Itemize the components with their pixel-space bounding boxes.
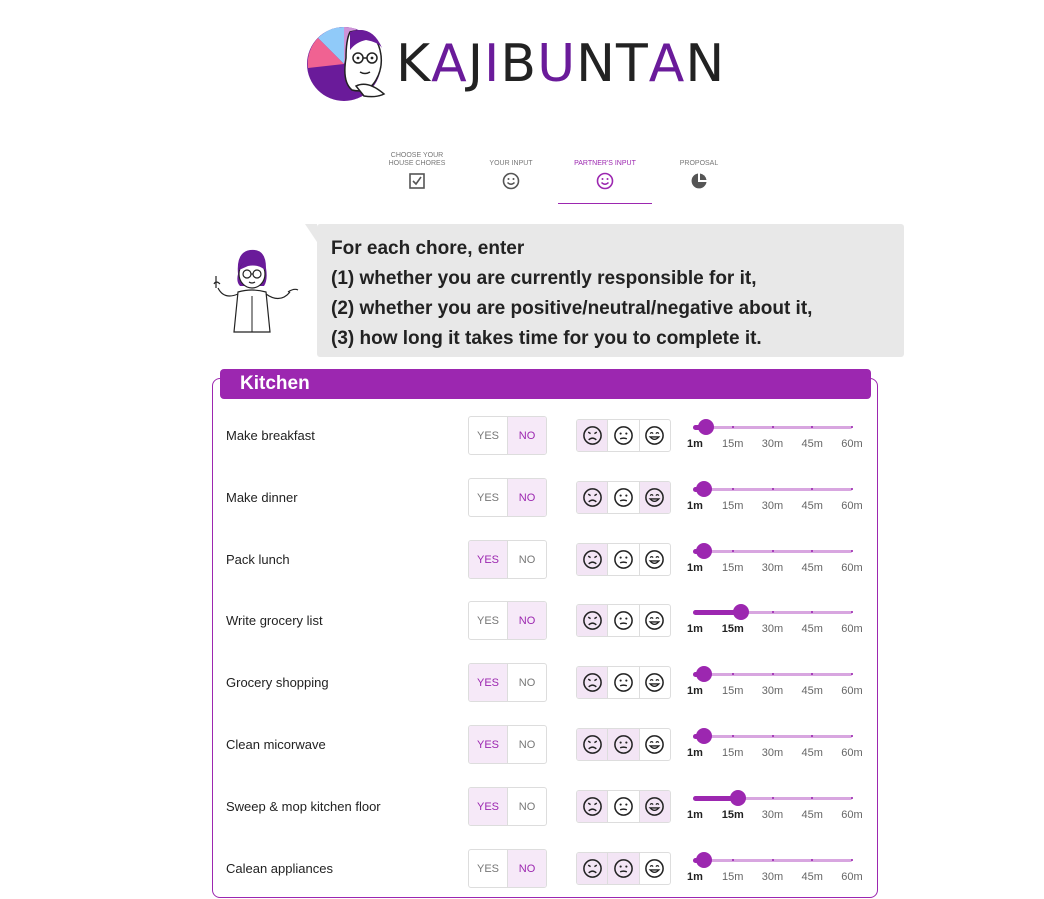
instructor-illustration <box>208 244 302 336</box>
slider-thumb[interactable] <box>696 728 712 744</box>
sad-face-icon <box>582 487 603 508</box>
slider-mark-label: 1m <box>687 747 703 759</box>
sad-face-icon <box>582 425 603 446</box>
slider-tick <box>695 859 697 861</box>
neutral-mood-button[interactable] <box>607 791 638 822</box>
duration-slider <box>687 478 866 522</box>
no-option[interactable]: NO <box>507 602 546 639</box>
slider-mark-label: 30m <box>761 438 784 450</box>
slider-mark-label: 45m <box>801 809 823 821</box>
duration-slider <box>687 787 866 831</box>
duration-slider <box>687 540 866 584</box>
yes-option[interactable]: YES <box>469 541 507 578</box>
slider-mark-label: 60m <box>841 500 863 512</box>
slider-mark-label: 15m <box>721 623 744 635</box>
instruction-line: For each chore, enter <box>331 238 525 259</box>
slider-tick <box>811 550 813 552</box>
slider-mark-label: 15m <box>722 871 744 883</box>
neutral-face-icon <box>613 672 634 693</box>
slider-mark-label: 30m <box>761 500 784 512</box>
responsibility-toggle <box>468 787 547 826</box>
slider-mark-label: 1m <box>687 438 703 450</box>
negative-mood-button[interactable] <box>577 605 607 636</box>
brand-letter: J <box>467 34 485 94</box>
chore-row <box>226 849 876 899</box>
positive-mood-button[interactable] <box>639 482 670 513</box>
mood-selector <box>576 604 671 637</box>
positive-mood-button[interactable] <box>639 605 670 636</box>
neutral-face-icon <box>613 734 634 755</box>
neutral-mood-button[interactable] <box>607 544 638 575</box>
slider-mark-label: 30m <box>761 871 784 883</box>
brand-letter: A <box>648 34 686 94</box>
chore-row <box>226 540 876 590</box>
mood-selector <box>576 543 671 576</box>
neutral-face-icon <box>613 610 634 631</box>
slider-mark-label: 45m <box>801 623 823 635</box>
slider-tick <box>695 735 697 737</box>
slider-tick <box>732 550 734 552</box>
slider-mark-label: 45m <box>801 562 823 574</box>
chore-row <box>226 787 876 837</box>
slider-mark-label: 60m <box>841 747 863 759</box>
happy-face-icon <box>644 796 665 817</box>
neutral-mood-button[interactable] <box>607 729 638 760</box>
brand-letter: I <box>484 34 501 94</box>
slider-mark-label: 15m <box>722 438 744 450</box>
slider-thumb[interactable] <box>698 419 714 435</box>
brand-letter: N <box>685 34 726 94</box>
slider-tick <box>811 611 813 613</box>
instruction-line: (3) how long it takes time for you to complete it. <box>331 328 762 349</box>
slider-tick <box>851 550 853 552</box>
happy-face-icon <box>644 672 665 693</box>
slider-tick <box>732 673 734 675</box>
slider-tick <box>811 426 813 428</box>
sad-face-icon <box>582 549 603 570</box>
slider-tick <box>695 550 697 552</box>
chore-name: Calean appliances <box>226 861 333 876</box>
mood-selector <box>576 481 671 514</box>
duration-slider <box>687 663 866 707</box>
duration-slider <box>687 849 866 893</box>
neutral-face-icon <box>613 858 634 879</box>
instruction-line: (1) whether you are currently responsible for it, <box>331 268 757 289</box>
smiley-icon <box>596 172 614 190</box>
slider-mark-label: 60m <box>841 623 863 635</box>
yes-option[interactable]: YES <box>469 664 507 701</box>
brand-letter: A <box>431 34 468 94</box>
slider-tick <box>772 488 774 490</box>
pie-chart-icon <box>690 172 708 190</box>
step-label: YOUR INPUT <box>489 160 533 167</box>
slider-tick <box>772 797 774 799</box>
slider-tick <box>695 611 697 613</box>
sad-face-icon <box>582 796 603 817</box>
mood-selector <box>576 419 671 452</box>
slider-tick <box>732 611 734 613</box>
responsibility-toggle <box>468 663 547 702</box>
yes-option[interactable]: YES <box>476 491 499 504</box>
sad-face-icon <box>582 734 603 755</box>
neutral-mood-button[interactable] <box>607 482 638 513</box>
step-label: PARTNER'S INPUT <box>574 160 636 167</box>
slider-tick <box>772 550 774 552</box>
negative-mood-button[interactable] <box>577 667 607 698</box>
slider-mark-label: 15m <box>721 809 744 821</box>
brand-letter: K <box>396 34 432 94</box>
no-option[interactable]: NO <box>507 664 546 701</box>
step-choose-chores[interactable] <box>370 150 464 204</box>
checkbox-icon <box>408 172 426 190</box>
brand-letter: B <box>500 34 538 94</box>
slider-tick <box>695 426 697 428</box>
slider-tick <box>772 735 774 737</box>
positive-mood-button[interactable] <box>639 420 670 451</box>
slider-mark-label: 1m <box>687 871 703 883</box>
slider-tick <box>851 611 853 613</box>
slider-mark-label: 30m <box>761 747 784 759</box>
mood-selector <box>576 852 671 885</box>
slider-mark-label: 1m <box>687 623 703 635</box>
slider-tick <box>732 859 734 861</box>
step-label: PROPOSAL <box>679 160 719 167</box>
no-option[interactable]: NO <box>507 541 546 578</box>
negative-mood-button[interactable] <box>577 729 607 760</box>
app-logo <box>306 24 725 104</box>
positive-mood-button[interactable] <box>639 791 670 822</box>
slider-thumb[interactable] <box>733 604 749 620</box>
positive-mood-button[interactable] <box>639 667 670 698</box>
sad-face-icon <box>582 610 603 631</box>
happy-face-icon <box>644 549 665 570</box>
slider-tick <box>851 488 853 490</box>
slider-thumb[interactable] <box>696 481 712 497</box>
slider-mark-label: 60m <box>841 685 863 697</box>
step-partners-input[interactable] <box>558 150 652 204</box>
slider-tick <box>851 735 853 737</box>
neutral-mood-button[interactable] <box>607 605 638 636</box>
neutral-mood-button[interactable] <box>607 667 638 698</box>
slider-tick <box>811 673 813 675</box>
mood-selector <box>576 790 671 823</box>
happy-face-icon <box>644 734 665 755</box>
slider-mark-label: 15m <box>722 685 744 697</box>
sad-face-icon <box>582 672 603 693</box>
slider-tick <box>851 797 853 799</box>
happy-face-icon <box>644 858 665 879</box>
chore-name: Make breakfast <box>226 428 315 443</box>
chore-row <box>226 725 876 775</box>
slider-tick <box>851 859 853 861</box>
slider-tick <box>695 797 697 799</box>
no-option[interactable]: NO <box>507 479 546 516</box>
sad-face-icon <box>582 858 603 879</box>
slider-tick <box>772 611 774 613</box>
brand-letter: N <box>576 34 617 94</box>
happy-face-icon <box>644 487 665 508</box>
chore-row <box>226 663 876 713</box>
responsibility-toggle <box>468 849 547 888</box>
smiley-icon <box>502 172 520 190</box>
happy-face-icon <box>644 610 665 631</box>
slider-mark-label: 1m <box>687 562 703 574</box>
slider-mark-label: 45m <box>801 871 823 883</box>
no-option[interactable]: NO <box>507 726 546 763</box>
slider-mark-label: 60m <box>841 562 863 574</box>
step-your-input[interactable] <box>464 150 558 204</box>
slider-mark-label: 15m <box>722 562 744 574</box>
negative-mood-button[interactable] <box>577 420 607 451</box>
slider-mark-label: 1m <box>687 500 703 512</box>
positive-mood-button[interactable] <box>639 544 670 575</box>
responsibility-toggle <box>468 416 547 455</box>
yes-option[interactable]: YES <box>469 788 507 825</box>
slider-mark-label: 45m <box>801 685 823 697</box>
slider-tick <box>732 797 734 799</box>
step-label: CHOOSE YOUR HOUSE CHORES <box>388 152 446 167</box>
slider-tick <box>772 859 774 861</box>
neutral-mood-button[interactable] <box>607 420 638 451</box>
neutral-face-icon <box>613 425 634 446</box>
chore-row <box>226 601 876 651</box>
brand-letter: U <box>537 34 577 94</box>
slider-mark-label: 60m <box>841 438 863 450</box>
chore-name: Write grocery list <box>226 613 323 628</box>
slider-tick <box>811 859 813 861</box>
positive-mood-button[interactable] <box>639 729 670 760</box>
negative-mood-button[interactable] <box>577 544 607 575</box>
neutral-face-icon <box>613 549 634 570</box>
slider-mark-label: 1m <box>687 809 703 821</box>
section-title: Kitchen <box>220 369 871 399</box>
slider-mark-label: 30m <box>761 809 784 821</box>
chore-name: Pack lunch <box>226 552 290 567</box>
duration-slider <box>687 601 866 645</box>
neutral-face-icon <box>613 487 634 508</box>
progress-stepper <box>370 150 746 204</box>
yes-option[interactable]: YES <box>476 614 499 627</box>
chore-row <box>226 416 876 466</box>
slider-tick <box>772 673 774 675</box>
slider-tick <box>732 735 734 737</box>
no-option[interactable]: NO <box>507 788 546 825</box>
no-option[interactable]: NO <box>507 850 546 887</box>
negative-mood-button[interactable] <box>577 482 607 513</box>
responsibility-toggle <box>468 601 547 640</box>
slider-mark-label: 60m <box>841 871 863 883</box>
slider-mark-label: 15m <box>722 747 744 759</box>
slider-mark-label: 15m <box>722 500 744 512</box>
responsibility-toggle <box>468 725 547 764</box>
slider-tick <box>695 673 697 675</box>
slider-tick <box>772 426 774 428</box>
instruction-line: (2) whether you are positive/neutral/negative about it, <box>331 298 813 319</box>
chore-name: Make dinner <box>226 490 298 505</box>
duration-slider <box>687 725 866 769</box>
slider-thumb[interactable] <box>696 852 712 868</box>
brand-letter: T <box>616 34 649 94</box>
slider-tick <box>732 488 734 490</box>
slider-thumb[interactable] <box>696 543 712 559</box>
slider-tick <box>851 673 853 675</box>
slider-tick <box>695 488 697 490</box>
slider-thumb[interactable] <box>696 666 712 682</box>
slider-mark-label: 1m <box>687 685 703 697</box>
slider-tick <box>851 426 853 428</box>
brand-wordmark <box>396 34 725 94</box>
mood-selector <box>576 666 671 699</box>
slider-mark-label: 45m <box>801 438 823 450</box>
chore-name: Grocery shopping <box>226 675 329 690</box>
yes-option[interactable]: YES <box>476 862 499 875</box>
instruction-bubble <box>317 224 904 357</box>
happy-face-icon <box>644 425 665 446</box>
positive-mood-button[interactable] <box>639 853 670 884</box>
slider-tick <box>811 797 813 799</box>
yes-option[interactable]: YES <box>469 726 507 763</box>
duration-slider <box>687 416 866 460</box>
kajibuntan-logo-icon <box>306 24 388 104</box>
negative-mood-button[interactable] <box>577 791 607 822</box>
chore-row <box>226 478 876 528</box>
negative-mood-button[interactable] <box>577 853 607 884</box>
slider-mark-label: 30m <box>761 562 784 574</box>
slider-mark-label: 45m <box>801 500 823 512</box>
slider-mark-label: 30m <box>761 685 784 697</box>
slider-tick <box>811 488 813 490</box>
mood-selector <box>576 728 671 761</box>
slider-tick <box>732 426 734 428</box>
responsibility-toggle <box>468 478 547 517</box>
slider-mark-label: 60m <box>841 809 863 821</box>
yes-option[interactable]: YES <box>476 429 499 442</box>
neutral-mood-button[interactable] <box>607 853 638 884</box>
step-proposal[interactable] <box>652 150 746 204</box>
slider-mark-label: 30m <box>761 623 784 635</box>
chore-name: Clean micorwave <box>226 737 326 752</box>
slider-tick <box>811 735 813 737</box>
neutral-face-icon <box>613 796 634 817</box>
no-option[interactable]: NO <box>507 417 546 454</box>
chore-name: Sweep & mop kitchen floor <box>226 799 381 814</box>
slider-mark-label: 45m <box>801 747 823 759</box>
responsibility-toggle <box>468 540 547 579</box>
